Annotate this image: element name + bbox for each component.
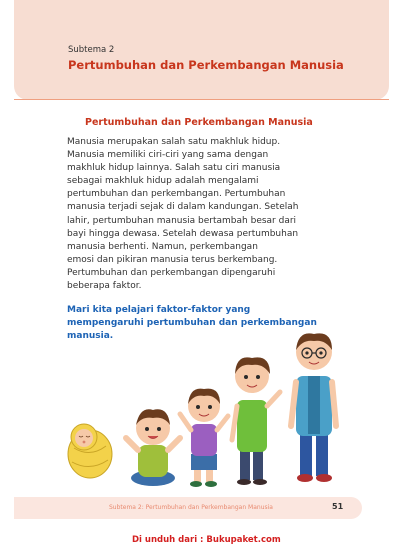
prompt-line: manusia. [67,331,114,341]
section-title: Pertumbuhan dan Perkembangan Manusia [85,117,313,128]
body-line: manusia terjadi sejak di dalam kandungan. Setelah [67,202,299,213]
body-line: Pertumbuhan dan perkembangan dipengaruhi [67,267,276,278]
body-line: beberapa faktor. [67,281,142,292]
body-line: makhluk hidup lainnya. Salah satu ciri manusia [67,163,281,174]
baby-figure [68,424,112,478]
body-line: manusia berhenti. Namun, perkembangan [67,241,258,252]
header-title: Pertumbuhan dan Perkembangan Manusia [68,58,344,72]
body-line: bayi hingga dewasa. Setelah dewasa pertumbuhan [67,228,299,239]
source-note[interactable]: Di unduh dari : Bukupaket.com [132,535,281,545]
toddler-figure [126,409,180,486]
body-line: emosi dan pikiran manusia terus berkembang. [67,254,278,265]
child-figure [180,389,228,487]
body-paragraph [67,136,367,293]
subtheme-label: Subtema 2 [68,45,115,55]
prompt-line: Mari kita pelajari faktor-faktor yang [67,305,251,315]
page-number: 51 [332,502,344,511]
body-line: Manusia merupakan salah satu makhluk hidup. [67,137,281,147]
body-line: Manusia memiliki ciri-ciri yang sama dengan [67,150,269,161]
body-line: pertumbuhan dan perkembangan. Pertumbuhan [67,189,286,200]
body-line: lahir, pertumbuhan manusia bertambah besar dari [67,215,297,226]
older-child-figure [232,357,280,485]
body-line: sebagai makhluk hidup adalah mengalami [67,176,259,187]
prompt-line: mempengaruhi pertumbuhan dan perkembangan [67,318,317,328]
teen-figure [291,333,336,482]
human-growth-illustration [60,330,350,490]
header-divider [14,99,389,100]
footer-running-text: Subtema 2: Pertumbuhan dan Perkembangan Manusia [109,504,273,511]
